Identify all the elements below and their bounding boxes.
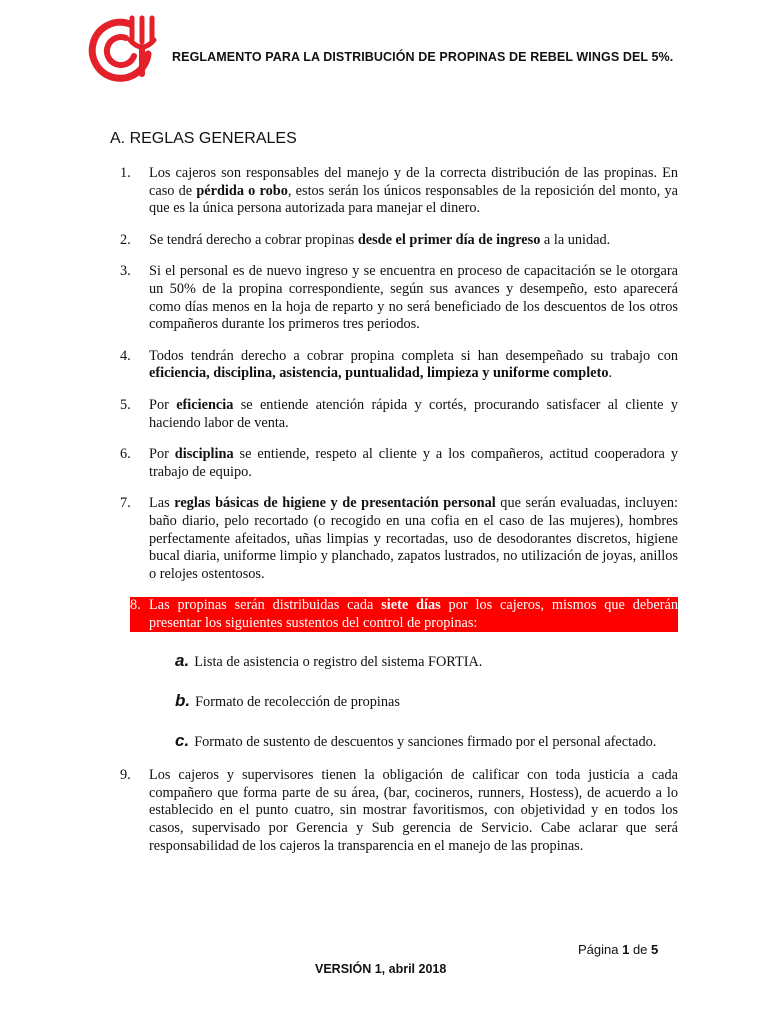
sub-item-letter: a.: [175, 651, 190, 671]
rule-number: 8.: [130, 597, 149, 632]
rule-number: 4.: [120, 347, 131, 364]
version-label: VERSIÓN 1, abril 2018: [315, 962, 447, 976]
fork-logo-icon: [82, 14, 160, 86]
rule-text: Todos tendrán derecho a cobrar propina completa si han desempeñado su trabajo con eficiencia, disciplina, asistencia, puntualidad, limpieza y uniforme completo.: [149, 347, 678, 382]
rule-text: Se tendrá derecho a cobrar propinas desde el primer día de ingreso a la unidad.: [149, 231, 611, 248]
rule-item-highlighted: [130, 597, 678, 632]
rule-item: [120, 495, 678, 583]
sub-item: [175, 652, 678, 672]
rule-item: [120, 165, 678, 218]
rule-number: 3.: [120, 263, 131, 280]
sub-item-text: Lista de asistencia o registro del sistema FORTIA.: [194, 654, 483, 671]
sub-item-text: Formato de recolección de propinas: [195, 694, 400, 711]
rule-text: Por disciplina se entiende, respeto al cliente y a los compañeros, actitud cooperadora y trabajo de equipo.: [149, 446, 678, 480]
rule-number: 1.: [120, 165, 131, 181]
rule-item: [120, 232, 678, 250]
sub-item: [175, 692, 678, 712]
rule-item: [120, 446, 678, 481]
rule-text: Los cajeros son responsables del manejo y de la correcta distribución de las propinas. En caso de pérdida o robo, estos serán los únicos responsables de la reposición del monto, ya que es la única persona autorizada para manejar el dinero.: [149, 165, 678, 217]
sub-item-text: Formato de sustento de descuentos y sanciones firmado por el personal afectado.: [194, 733, 657, 750]
document-title: REGLAMENTO PARA LA DISTRIBUCIÓN DE PROPINAS DE REBEL WINGS DEL 5%.: [172, 50, 674, 64]
rule-text: Los cajeros y supervisores tienen la obligación de calificar con toda justicia a cada compañero que forma parte de su área, (bar, cocineros, runners, Hostess), de acuerdo a lo establecido en el punto cuatro, sin mostrar favoritismos, con objetividad y en todos los casos, supervisado por Gerencia y Sub gerencia de Servicio. Cabe aclarar que será responsabilidad de los cajeros la transparencia en el manejo de las propinas.: [149, 767, 678, 854]
section-heading: A. REGLAS GENERALES: [110, 130, 297, 147]
rule-text: Las propinas serán distribuidas cada siete días por los cajeros, mismos que deberán presentar los siguientes sustentos del control de propinas:: [149, 597, 678, 631]
rule-item: [120, 263, 678, 333]
rule-number: 6.: [120, 446, 131, 463]
rule-item: [120, 348, 678, 383]
rule-text: Si el personal es de nuevo ingreso y se encuentra en proceso de capacitación se le otorgara un 50% de la propina correspondiente, según sus avances y desempeño, esto aparecerá como días menos en la hoja de reparto y no será beneficiado de los descuentos de los otros compañeros durante los primeros tres periodos.: [149, 263, 678, 333]
rule-item: [120, 397, 678, 432]
page-number: Página 1 de 5: [578, 942, 659, 957]
rule-number: 9.: [120, 767, 131, 784]
rule-number: 7.: [120, 495, 131, 512]
rule-number: 2.: [120, 231, 131, 248]
sub-item-letter: c.: [175, 730, 190, 750]
rule-text: Por eficiencia se entiende atención rápida y cortés, procurando satisfacer al cliente y haciendo labor de venta.: [149, 396, 679, 431]
sub-item-letter: b.: [175, 691, 191, 711]
rules-list: [120, 165, 678, 869]
rule-text: Las reglas básicas de higiene y de presentación personal que serán evaluadas, incluyen: baño diario, pelo recortado (o recogido en una cofia en el caso de las mujeres), hombres perfectamente afeitados, uñas limpias y recortadas, uso de desodorantes discretos, higiene bucal diaria, uniforme limpio y planchado, zapatos lustrados, no utilización de joyas, anillos o relojes ostentosos.: [149, 495, 679, 582]
rule-number: 5.: [120, 396, 131, 413]
sub-item: [175, 732, 678, 752]
rule-item: [120, 767, 678, 855]
